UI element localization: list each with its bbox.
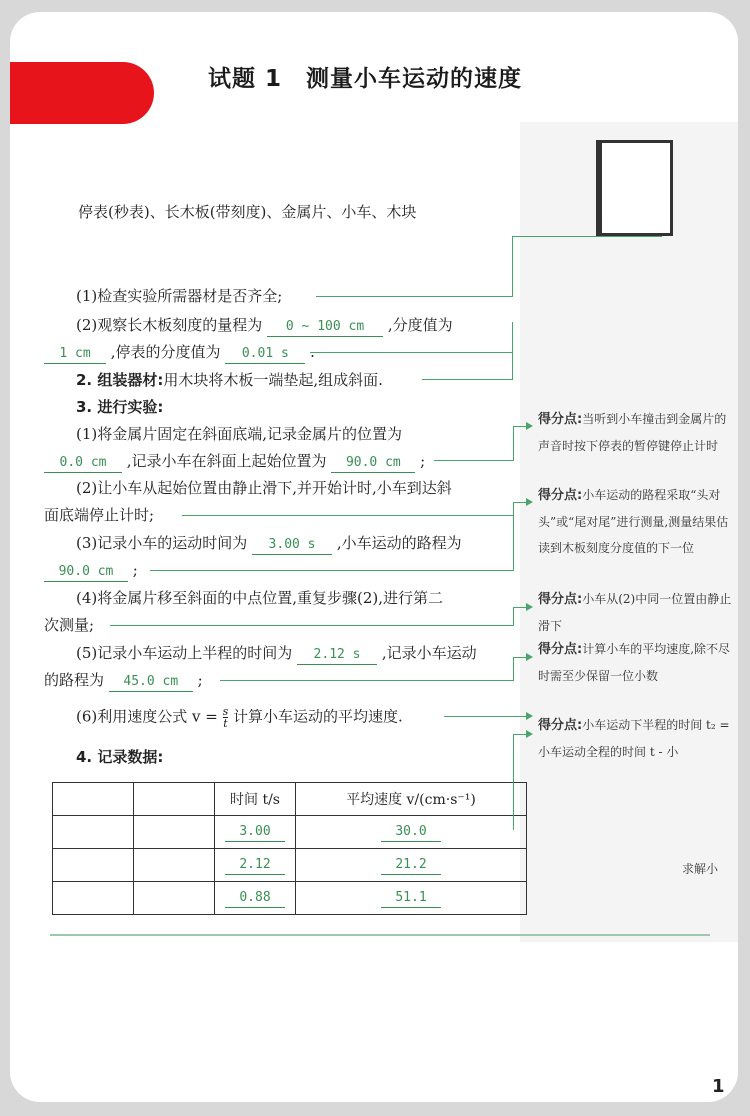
connector-line (444, 716, 514, 717)
connector-line (182, 515, 514, 516)
note-head: 得分点: (538, 718, 583, 733)
step-e1-line2 (44, 451, 425, 473)
step-e2-line1: (2)让小车从起始位置由静止滑下,并开始计时,小车到达斜 (76, 479, 452, 497)
connector-line (512, 236, 662, 237)
table-cell-time (215, 849, 296, 882)
divider-line (50, 934, 710, 936)
label: 4. 记录数据: (76, 748, 164, 766)
text: 用木块将木板一端垫起,组成斜面. (163, 371, 383, 389)
note-text: 小车运动的路程采取“头对头”或“尾对尾”进行测量,测量结果估读到木板刻度分度值的下一位 (538, 488, 729, 555)
step-perform-heading (76, 397, 163, 417)
note-head: 得分点: (538, 412, 583, 427)
table-header-blank (134, 783, 215, 816)
arrow-icon (526, 653, 533, 661)
connector-line (512, 322, 513, 380)
table-cell-speed (296, 816, 527, 849)
table-cell-time (215, 882, 296, 915)
text: 计算小车运动的平均速度. (233, 707, 403, 726)
table-cell-speed (296, 849, 527, 882)
connector-line (513, 502, 514, 571)
arrow-icon (526, 712, 533, 720)
page-title: 试题 1 测量小车运动的速度 (208, 66, 523, 92)
connector-line (513, 657, 514, 681)
text: ,记录小车在斜面上起始位置为 (126, 452, 327, 470)
answer-half-distance: 45.0 cm (109, 673, 193, 692)
note-text: 当听到小车撞击到金属片的声音时按下停表的暂停键停止计时 (538, 412, 727, 453)
text: ,记录小车运动 (381, 644, 477, 662)
note-text: 计算小车的平均速度,除不尽时需至少保留一位小数 (538, 642, 731, 683)
materials-text: 停表(秒表)、长木板(带刻度)、金属片、小车、木块 (78, 203, 417, 221)
step-e3-line2 (44, 560, 138, 582)
connector-line (513, 426, 514, 461)
connector-line (422, 379, 513, 380)
table-cell (53, 882, 134, 915)
note-head: 得分点: (538, 488, 583, 503)
note-text: 小车从(2)中同一位置由静止滑下 (538, 592, 732, 633)
text: ,小车运动的路程为 (336, 534, 462, 552)
table-cell (53, 816, 134, 849)
text: ; (420, 452, 426, 470)
table-cell-time (215, 816, 296, 849)
answer-range: 0 ~ 100 cm (267, 318, 383, 337)
step-e4-line2: 次测量; (44, 616, 95, 634)
score-note (538, 482, 736, 561)
connector-line (513, 607, 527, 608)
label: 2. 组装器材: (76, 371, 164, 389)
connector-line (513, 607, 514, 626)
text: 的路程为 (44, 671, 105, 689)
page-number: 1 (712, 1076, 725, 1097)
answer-time: 0.88 (225, 889, 285, 908)
answer-speed: 30.0 (381, 823, 441, 842)
table-header-blank (53, 783, 134, 816)
answer-run-distance: 90.0 cm (44, 563, 128, 582)
table-cell (53, 849, 134, 882)
answer-metal-position: 0.0 cm (44, 454, 122, 473)
connector-line (513, 502, 527, 503)
note-head: 得分点: (538, 592, 583, 607)
score-note (538, 586, 736, 639)
score-note (538, 406, 736, 459)
table-cell (134, 882, 215, 915)
answer-watch-division: 0.01 s (225, 345, 305, 364)
answer-time: 3.00 (225, 823, 285, 842)
table-header-speed: 平均速度 v/(cm·s⁻¹) (296, 783, 527, 816)
text: ,分度值为 (387, 316, 453, 334)
connector-line (513, 716, 527, 717)
table-header-time: 时间 t/s (215, 783, 296, 816)
answer-run-time: 3.00 s (252, 536, 332, 555)
speed-formula-fraction (223, 706, 229, 729)
score-note (538, 636, 736, 689)
connector-line (316, 296, 512, 297)
step-e2-line2: 面底端停止计时; (44, 506, 155, 524)
table-row (53, 816, 527, 849)
text: ,停表的分度值为 (110, 343, 221, 361)
red-tab-decoration (10, 62, 154, 124)
record-heading (76, 747, 163, 767)
arrow-icon (526, 498, 533, 506)
text: (2)观察长木板刻度的量程为 (76, 316, 263, 334)
connector-line (513, 734, 527, 735)
text: (6)利用速度公式 v = (76, 707, 218, 726)
arrow-icon (526, 730, 533, 738)
connector-line (512, 236, 513, 297)
step-observe-line1 (76, 315, 453, 337)
connector-line (310, 352, 513, 353)
step-observe-line2 (44, 342, 315, 364)
step-e5-line1 (76, 643, 477, 665)
connector-line (513, 426, 527, 427)
connector-line (110, 625, 514, 626)
step-e1-line1: (1)将金属片固定在斜面底端,记录金属片的位置为 (76, 425, 403, 443)
step-check: (1)检查实验所需器材是否齐全; (76, 287, 283, 305)
table-cell (134, 816, 215, 849)
label: 3. 进行实验: (76, 398, 164, 416)
data-table (52, 782, 527, 915)
connector-line (434, 460, 514, 461)
connector-line (220, 680, 514, 681)
table-cell-speed (296, 882, 527, 915)
fraction-numerator: s (222, 705, 229, 718)
table-row (53, 849, 527, 882)
connector-line (513, 657, 527, 658)
note-tail-text: 求解小 (682, 862, 719, 876)
table-row (53, 882, 527, 915)
fraction-denominator: t (223, 717, 228, 730)
apparatus-image (596, 140, 673, 236)
step-e4-line1: (4)将金属片移至斜面的中点位置,重复步骤(2),进行第二 (76, 589, 444, 607)
answer-time: 2.12 (225, 856, 285, 875)
step-assemble (76, 370, 383, 390)
step-e3-line1 (76, 533, 462, 555)
table-header-row (53, 783, 527, 816)
answer-start-position: 90.0 cm (331, 454, 415, 473)
score-note (538, 712, 736, 764)
connector-line (513, 734, 514, 830)
note-head: 得分点: (538, 642, 583, 657)
connector-line (150, 570, 514, 571)
text: ; (197, 671, 203, 689)
text: (3)记录小车的运动时间为 (76, 534, 248, 552)
answer-division: 1 cm (44, 345, 106, 364)
note-text: 小车运动下半程的时间 t₂ = 小车运动全程的时间 t - 小 (538, 718, 730, 759)
text: (5)记录小车运动上半程的时间为 (76, 644, 293, 662)
step-e6 (76, 706, 403, 729)
answer-speed: 51.1 (381, 889, 441, 908)
text: ; (132, 561, 138, 579)
worksheet-page (10, 12, 738, 1102)
arrow-icon (526, 603, 533, 611)
step-e5-line2 (44, 670, 203, 692)
arrow-icon (526, 422, 533, 430)
answer-speed: 21.2 (381, 856, 441, 875)
table-cell (134, 849, 215, 882)
answer-half-time: 2.12 s (297, 646, 377, 665)
